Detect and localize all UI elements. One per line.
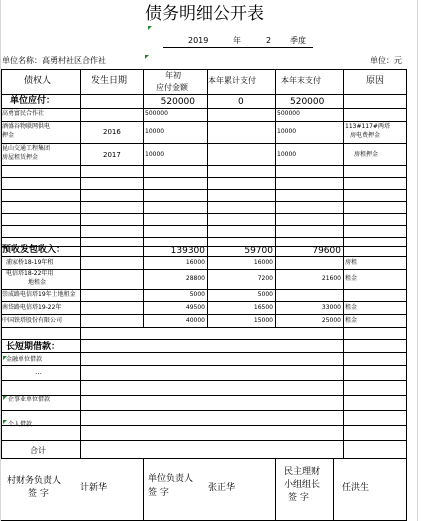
loan-item-ellipsis: … bbox=[35, 368, 42, 376]
section-loans-label: 长短期借款： bbox=[6, 342, 61, 352]
closing-amount: 33000 bbox=[321, 304, 341, 311]
village-finance-head-label-2: 签 字 bbox=[28, 489, 49, 499]
reason: 租金 bbox=[345, 275, 358, 282]
period-underline bbox=[163, 47, 313, 48]
paid-amount: 15000 bbox=[253, 317, 273, 324]
opening-amount: 40000 bbox=[185, 317, 205, 324]
occur-date: 2017 bbox=[103, 151, 121, 159]
paid-amount: 7200 bbox=[257, 275, 273, 282]
opening-amount: 5000 bbox=[189, 291, 205, 298]
reason: 房租押金 bbox=[354, 151, 379, 158]
total-label: 合计 bbox=[30, 446, 46, 455]
paid-amount: 16000 bbox=[253, 259, 273, 266]
unit-label: 单位：元 bbox=[370, 56, 402, 65]
village-finance-head-label-1: 村财务负责人 bbox=[7, 476, 62, 486]
cell-comment-marker bbox=[3, 356, 7, 360]
loan-item-personal: 个人借款 bbox=[8, 421, 33, 428]
period-year: 2019 bbox=[188, 36, 209, 45]
payable-total-opening: 520000 bbox=[160, 97, 195, 107]
prepaid-total-paid: 59700 bbox=[244, 246, 273, 256]
opening-amount: 10000 bbox=[145, 128, 165, 135]
col-header-creditor: 债权人 bbox=[24, 76, 52, 86]
creditor-name: 高勇富民合作社 bbox=[2, 110, 45, 117]
col-header-date: 发生日期 bbox=[91, 76, 128, 86]
reason: 租金 bbox=[345, 304, 358, 311]
reason-line-1: 113#117#两塔 bbox=[345, 123, 390, 130]
section-prepaid-label: 预收发包收入： bbox=[2, 245, 66, 255]
section-payable-label: 单位应付： bbox=[10, 96, 56, 106]
occur-date: 2016 bbox=[103, 128, 121, 136]
cell-comment-marker bbox=[3, 420, 7, 424]
creditor-name: 南岱路电信塔19-22年 bbox=[2, 304, 62, 311]
col-header-paid: 本年累计支付 bbox=[208, 76, 256, 85]
closing-amount: 500000 bbox=[277, 110, 300, 117]
creditor-name-line-2: 房屋租赁押金 bbox=[2, 154, 39, 161]
cell-comment-marker bbox=[3, 396, 7, 400]
creditor-name-line-1: 酒盛谷物联网供电 bbox=[2, 123, 51, 130]
period-quarter-unit: 季度 bbox=[290, 36, 306, 45]
col-header-reason: 原因 bbox=[366, 76, 385, 86]
closing-amount: 10000 bbox=[277, 151, 297, 158]
creditor-name-line-1: 电信塔18-22年用 bbox=[6, 270, 54, 277]
prepaid-total-opening: 139300 bbox=[170, 246, 205, 256]
village-finance-head-name: 计新华 bbox=[80, 483, 108, 493]
period-quarter: 2 bbox=[266, 36, 272, 45]
col-header-opening-1: 年初 bbox=[165, 71, 181, 80]
closing-amount: 25000 bbox=[321, 317, 341, 324]
paid-amount: 5000 bbox=[257, 291, 273, 298]
reason-line-2: 房电费押金 bbox=[350, 132, 381, 139]
col-header-opening-2: 应付金额 bbox=[156, 83, 188, 92]
reason: 房租 bbox=[345, 259, 358, 266]
creditor-name: 崇成路电信塔19年土地租金 bbox=[2, 291, 76, 298]
finance-group-leader-label-1: 民主理财 bbox=[284, 467, 321, 477]
col-header-closing: 本年末支付 bbox=[281, 76, 321, 85]
paid-amount: 16500 bbox=[253, 304, 273, 311]
finance-group-leader-label-2: 小组组长 bbox=[284, 480, 321, 490]
cell-comment-marker bbox=[148, 26, 152, 30]
opening-amount: 16000 bbox=[185, 259, 205, 266]
creditor-name: 浦家桥18-19年租 bbox=[6, 259, 54, 266]
creditor-name-line-2: 地租金 bbox=[28, 279, 47, 286]
loan-item-financial: 金融单位借款 bbox=[6, 356, 43, 363]
unit-head-label-1: 单位负责人 bbox=[148, 474, 194, 484]
cell-comment-marker bbox=[145, 55, 149, 59]
period-year-unit: 年 bbox=[233, 36, 241, 45]
opening-amount: 10000 bbox=[145, 151, 165, 158]
unit-head-name: 张正华 bbox=[208, 483, 236, 493]
closing-amount: 10000 bbox=[277, 128, 297, 135]
opening-amount: 28800 bbox=[185, 275, 205, 282]
unit-head-label-2: 签 字 bbox=[148, 488, 169, 498]
payable-total-paid: 0 bbox=[238, 97, 244, 107]
creditor-name: 中国铁塔股份有限公司 bbox=[2, 317, 63, 324]
prepaid-total-closing: 79600 bbox=[312, 246, 341, 256]
page-title: 债务明细公开表 bbox=[145, 4, 264, 24]
loan-item-enterprise: 企事业单位借款 bbox=[8, 396, 51, 403]
reason: 租金 bbox=[345, 317, 358, 324]
opening-amount: 49500 bbox=[185, 304, 205, 311]
opening-amount: 500000 bbox=[145, 110, 168, 117]
unit-name: 单位名称：高勇村社区合作社 bbox=[2, 56, 106, 65]
creditor-name-line-2: 押金 bbox=[2, 132, 15, 139]
payable-total-closing: 520000 bbox=[290, 97, 325, 107]
closing-amount: 21600 bbox=[321, 275, 341, 282]
finance-group-leader-name: 任洪生 bbox=[342, 483, 370, 493]
finance-group-leader-label-3: 签 字 bbox=[288, 493, 309, 503]
creditor-name-line-1: 昆山交通工程集团 bbox=[2, 145, 51, 152]
